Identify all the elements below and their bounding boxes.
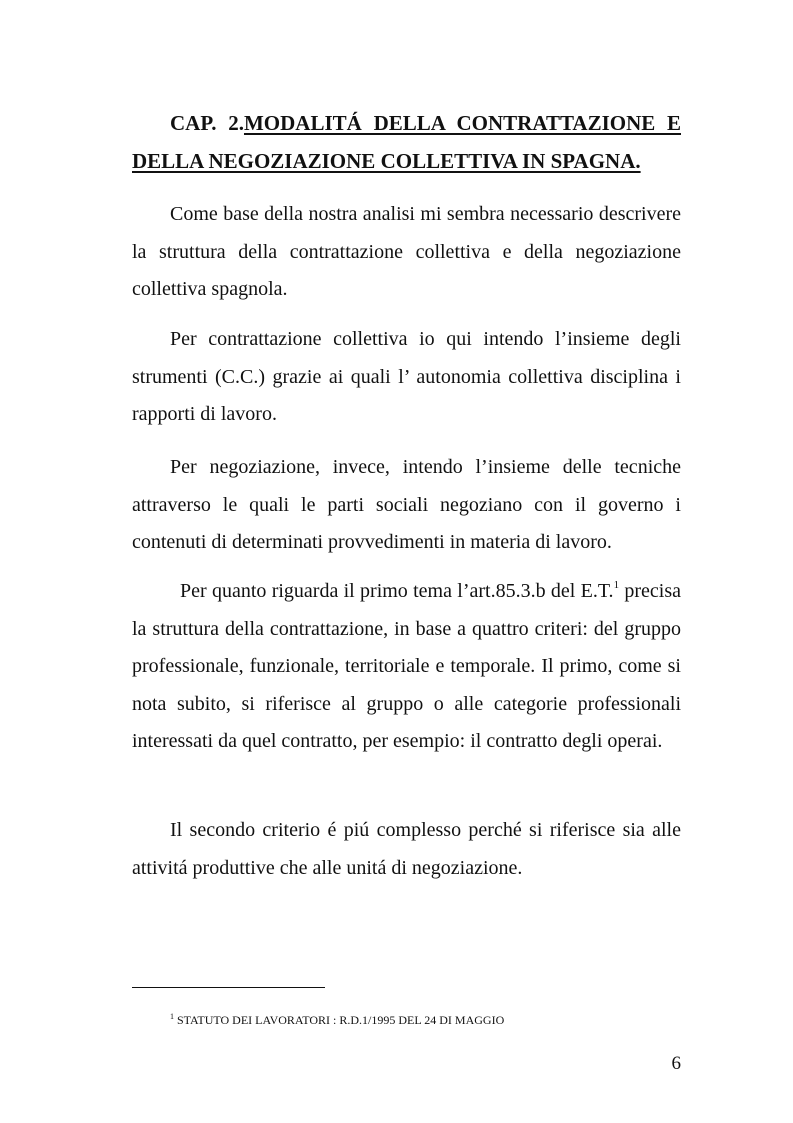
chapter-number: CAP. 2. — [170, 111, 244, 135]
footnote — [170, 1012, 504, 1028]
paragraph-4 — [132, 573, 681, 761]
chapter-heading — [132, 104, 681, 180]
paragraph-3: Per negoziazione, invece, intendo l’insieme delle tecniche attraverso le quali le parti sociali negoziano con il governo i contenuti di determinati provvedimenti in materia di lavoro. — [132, 456, 681, 553]
page-number: 6 — [671, 1053, 681, 1074]
paragraph-1: Come base della nostra analisi mi sembra necessario descrivere la struttura della contrattazione collettiva e della negoziazione collettiva spagnola. — [132, 203, 681, 300]
chapter-title: MODALITÁ DELLA CONTRATTAZIONE E DELLA NEGOZIAZIONE COLLETTIVA IN SPAGNA. — [132, 111, 681, 173]
footnote-reference: 1 — [613, 579, 620, 591]
paragraph-4-start: Per quanto riguarda il primo tema l’art.85.3.b del E.T. — [180, 580, 614, 602]
paragraph-4-end: precisa la struttura della contrattazione, in base a quattro criteri: del gruppo professionale, funzionale, territoriale e temporale. Il primo, come si nota subito, si riferisce al gruppo o alle categorie professionali interessati da quel contratto, per esempio: il contratto degli operai. — [132, 580, 681, 752]
footnote-text: STATUTO DEI LAVORATORI : R.D.1/1995 DEL 24 DI MAGGIO — [177, 1013, 505, 1027]
footnote-marker: 1 — [170, 1012, 174, 1021]
paragraph-2: Per contrattazione collettiva io qui intendo l’insieme degli strumenti (C.C.) grazie ai quali l’ autonomia collettiva disciplina i rapporti di lavoro. — [132, 328, 681, 425]
paragraph-5: Il secondo criterio é piú complesso perché si riferisce sia alle attivitá produttive che alle unitá di negoziazione. — [132, 819, 681, 879]
footnote-separator — [132, 987, 325, 988]
